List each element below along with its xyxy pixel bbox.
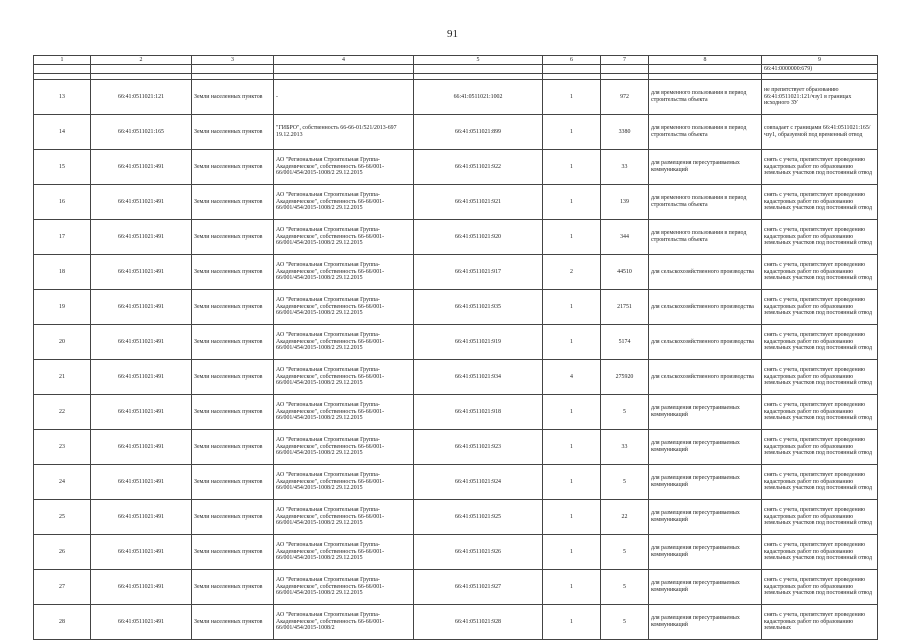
note: совпадает с границами 66:41:0511021:165/чзу1, образуемой под временный отвод [762, 115, 878, 150]
source-parcel-number: 66:41:0511021:491 [91, 360, 192, 395]
continuation-note: 66:41:0000000:679) [762, 65, 878, 74]
rights-holder: АО "Региональная Строительная Группа-Академическое", собственность 66-66/001-66/001/454/2015-1008/2 29.12.2015 [274, 430, 414, 465]
source-parcel-number: 66:41:0511021:491 [91, 220, 192, 255]
parcel-area: 139 [601, 185, 649, 220]
land-category: Земли населенных пунктов [192, 535, 274, 570]
parcel-area: 33 [601, 430, 649, 465]
row-number: 13 [34, 80, 91, 115]
parcel-area: 5 [601, 570, 649, 605]
row-number: 28 [34, 605, 91, 640]
row-number: 26 [34, 535, 91, 570]
contour-count: 4 [543, 360, 601, 395]
new-parcel-number: 66:41:0511021:927 [414, 570, 543, 605]
note: снять с учета, препятствует проведению кадастровых работ по образованию земельных участков под постоянный отвод [762, 220, 878, 255]
table-row [34, 465, 878, 500]
table-row [34, 535, 878, 570]
new-parcel-number: 66:41:0511021:923 [414, 430, 543, 465]
parcel-area: 22 [601, 500, 649, 535]
table-row [34, 360, 878, 395]
permitted-use: для временного пользования в период строительства объекта [649, 185, 762, 220]
land-category: Земли населенных пунктов [192, 570, 274, 605]
rights-holder: АО "Региональная Строительная Группа-Академическое", собственность 66-66/001-66/001/454/2015-1008/2 29.12.2015 [274, 150, 414, 185]
contour-count: 1 [543, 465, 601, 500]
row-number: 27 [34, 570, 91, 605]
column-number: 1 [34, 56, 91, 65]
permitted-use: для сельскохозяйственного производства [649, 255, 762, 290]
note: снять с учета, препятствует проведению кадастровых работ по образованию земельных участков под постоянный отвод [762, 360, 878, 395]
column-number: 6 [543, 56, 601, 65]
row-number: 16 [34, 185, 91, 220]
source-parcel-number: 66:41:0511021:491 [91, 500, 192, 535]
note: снять с учета, препятствует проведению кадастровых работ по образованию земельных участков под постоянный отвод [762, 465, 878, 500]
source-parcel-number: 66:41:0511021:491 [91, 325, 192, 360]
new-parcel-number: 66:41:0511021:926 [414, 535, 543, 570]
rights-holder: АО "Региональная Строительная Группа-Академическое", собственность 66-66/001-66/001/454/2015-1008/2 29.12.2015 [274, 535, 414, 570]
rights-holder: - [274, 80, 414, 115]
contour-count: 2 [543, 255, 601, 290]
note: не препятствует образованию 66:41:0511021:121/чзу1 в границах исходного ЗУ [762, 80, 878, 115]
land-category: Земли населенных пунктов [192, 290, 274, 325]
land-category: Земли населенных пунктов [192, 465, 274, 500]
table-row [34, 80, 878, 115]
row-number: 22 [34, 395, 91, 430]
note: снять с учета, препятствует проведению кадастровых работ по образованию земельных участков под постоянный отвод [762, 290, 878, 325]
new-parcel-number: 66:41:0511021:1002 [414, 80, 543, 115]
contour-count: 1 [543, 395, 601, 430]
table-row [34, 430, 878, 465]
permitted-use: для размещения пересутраиваемых коммуникаций [649, 430, 762, 465]
land-category: Земли населенных пунктов [192, 80, 274, 115]
table-row [34, 255, 878, 290]
parcel-area: 21751 [601, 290, 649, 325]
source-parcel-number: 66:41:0511021:491 [91, 290, 192, 325]
rights-holder: АО "Региональная Строительная Группа-Академическое", собственность 66-66/001-66/001/454/2015-1008/2 29.12.2015 [274, 570, 414, 605]
contour-count: 1 [543, 535, 601, 570]
source-parcel-number: 66:41:0511021:491 [91, 430, 192, 465]
table-row [34, 290, 878, 325]
permitted-use: для размещения пересутраиваемых коммуникаций [649, 465, 762, 500]
land-category: Земли населенных пунктов [192, 500, 274, 535]
source-parcel-number: 66:41:0511021:491 [91, 570, 192, 605]
column-number: 9 [762, 56, 878, 65]
row-number: 17 [34, 220, 91, 255]
note: снять с учета, препятствует проведению кадастровых работ по образованию земельных [762, 605, 878, 640]
permitted-use: для временного пользования в период строительства объекта [649, 220, 762, 255]
note: снять с учета, препятствует проведению кадастровых работ по образованию земельных участков под постоянный отвод [762, 570, 878, 605]
contour-count: 1 [543, 185, 601, 220]
contour-count: 1 [543, 325, 601, 360]
rights-holder: АО "Региональная Строительная Группа-Академическое", собственность 66-66/001-66/001/454/2015-1008/2 29.12.2015 [274, 325, 414, 360]
new-parcel-number: 66:41:0511021:934 [414, 360, 543, 395]
rights-holder: АО "Региональная Строительная Группа-Академическое", собственность 66-66/001-66/001/454/2015-1008/2 29.12.2015 [274, 465, 414, 500]
parcel-area: 3380 [601, 115, 649, 150]
rights-holder: АО "Региональная Строительная Группа-Академическое", собственность 66-66/001-66/001/454/2015-1008/2 29.12.2015 [274, 185, 414, 220]
new-parcel-number: 66:41:0511021:899 [414, 115, 543, 150]
permitted-use: для временного пользования в период строительства объекта [649, 115, 762, 150]
contour-count: 1 [543, 80, 601, 115]
permitted-use: для размещения пересутраиваемых коммуникаций [649, 150, 762, 185]
land-category: Земли населенных пунктов [192, 150, 274, 185]
note: снять с учета, препятствует проведению кадастровых работ по образованию земельных участков под постоянный отвод [762, 255, 878, 290]
note: снять с учета, препятствует проведению кадастровых работ по образованию земельных участков под постоянный отвод [762, 535, 878, 570]
contour-count: 1 [543, 115, 601, 150]
row-number: 20 [34, 325, 91, 360]
contour-count: 1 [543, 570, 601, 605]
new-parcel-number: 66:41:0511021:935 [414, 290, 543, 325]
note: снять с учета, препятствует проведению кадастровых работ по образованию земельных участков под постоянный отвод [762, 185, 878, 220]
note: снять с учета, препятствует проведению кадастровых работ по образованию земельных участков под постоянный отвод [762, 500, 878, 535]
column-number: 8 [649, 56, 762, 65]
permitted-use: для размещения пересутраиваемых коммуникаций [649, 605, 762, 640]
parcel-area: 33 [601, 150, 649, 185]
new-parcel-number: 66:41:0511021:921 [414, 185, 543, 220]
contour-count: 1 [543, 430, 601, 465]
land-category: Земли населенных пунктов [192, 220, 274, 255]
note: снять с учета, препятствует проведению кадастровых работ по образованию земельных участков под постоянный отвод [762, 395, 878, 430]
row-number: 14 [34, 115, 91, 150]
land-category: Земли населенных пунктов [192, 325, 274, 360]
land-category: Земли населенных пунктов [192, 360, 274, 395]
source-parcel-number: 66:41:0511021:491 [91, 535, 192, 570]
land-parcel-table [33, 55, 878, 640]
rights-holder: "ГИБРО", собственность 66-66-01/521/2013-697 19.12.2013 [274, 115, 414, 150]
row-number: 23 [34, 430, 91, 465]
contour-count: 1 [543, 290, 601, 325]
source-parcel-number: 66:41:0511021:491 [91, 255, 192, 290]
rights-holder: АО "Региональная Строительная Группа-Академическое", собственность 66-66/001-66/001/454/2015-1008/2 29.12.2015 [274, 395, 414, 430]
parcel-area: 5174 [601, 325, 649, 360]
new-parcel-number: 66:41:0511021:928 [414, 605, 543, 640]
parcel-area: 5 [601, 605, 649, 640]
table-row [34, 395, 878, 430]
contour-count: 1 [543, 500, 601, 535]
table-row [34, 570, 878, 605]
note: снять с учета, препятствует проведению кадастровых работ по образованию земельных участков под постоянный отвод [762, 430, 878, 465]
continuation-row [34, 65, 878, 74]
new-parcel-number: 66:41:0511021:925 [414, 500, 543, 535]
parcel-area: 5 [601, 465, 649, 500]
permitted-use: для размещения пересутраиваемых коммуникаций [649, 500, 762, 535]
column-number: 2 [91, 56, 192, 65]
source-parcel-number: 66:41:0511021:491 [91, 395, 192, 430]
permitted-use: для размещения пересутраиваемых коммуникаций [649, 535, 762, 570]
rights-holder: АО "Региональная Строительная Группа-Академическое", собственность 66-66/001-66/001/454/2015-1008/2 29.12.2015 [274, 360, 414, 395]
source-parcel-number: 66:41:0511021:121 [91, 80, 192, 115]
contour-count: 1 [543, 150, 601, 185]
note: снять с учета, препятствует проведению кадастровых работ по образованию земельных участков под постоянный отвод [762, 150, 878, 185]
land-category: Земли населенных пунктов [192, 255, 274, 290]
source-parcel-number: 66:41:0511021:491 [91, 605, 192, 640]
column-number-row [34, 56, 878, 65]
permitted-use: для сельскохозяйственного производства [649, 290, 762, 325]
rights-holder: АО "Региональная Строительная Группа-Академическое", собственность 66-66/001-66/001/454/2015-1008/2 29.12.2015 [274, 220, 414, 255]
land-category: Земли населенных пунктов [192, 430, 274, 465]
table-row [34, 220, 878, 255]
table-row [34, 115, 878, 150]
source-parcel-number: 66:41:0511021:491 [91, 150, 192, 185]
table-row [34, 150, 878, 185]
new-parcel-number: 66:41:0511021:920 [414, 220, 543, 255]
land-category: Земли населенных пунктов [192, 395, 274, 430]
rights-holder: АО "Региональная Строительная Группа-Академическое", собственность 66-66/001-66/001/454/2015-1008/2 29.12.2015 [274, 500, 414, 535]
row-number: 19 [34, 290, 91, 325]
land-category: Земли населенных пунктов [192, 115, 274, 150]
row-number: 24 [34, 465, 91, 500]
column-number: 3 [192, 56, 274, 65]
row-number: 21 [34, 360, 91, 395]
table-row [34, 605, 878, 640]
source-parcel-number: 66:41:0511021:491 [91, 185, 192, 220]
rights-holder: АО "Региональная Строительная Группа-Академическое", собственность 66-66/001-66/001/454/2015-1008/2 29.12.2015 [274, 255, 414, 290]
parcel-area: 5 [601, 535, 649, 570]
table-row [34, 185, 878, 220]
column-number: 5 [414, 56, 543, 65]
rights-holder: АО "Региональная Строительная Группа-Академическое", собственность 66-66/001-66/001/454/2015-1008/2 29.12.2015 [274, 290, 414, 325]
column-number: 4 [274, 56, 414, 65]
new-parcel-number: 66:41:0511021:919 [414, 325, 543, 360]
parcel-area: 5 [601, 395, 649, 430]
land-category: Земли населенных пунктов [192, 185, 274, 220]
permitted-use: для размещения пересутраиваемых коммуникаций [649, 395, 762, 430]
new-parcel-number: 66:41:0511021:924 [414, 465, 543, 500]
parcel-area: 275920 [601, 360, 649, 395]
new-parcel-number: 66:41:0511021:922 [414, 150, 543, 185]
new-parcel-number: 66:41:0511021:917 [414, 255, 543, 290]
source-parcel-number: 66:41:0511021:491 [91, 465, 192, 500]
parcel-area: 344 [601, 220, 649, 255]
rights-holder: АО "Региональная Строительная Группа-Академическое", собственность 66-66/001-66/001/454/2015-1008/2 [274, 605, 414, 640]
permitted-use: для временного пользования в период строительства объекта [649, 80, 762, 115]
source-parcel-number: 66:41:0511021:165 [91, 115, 192, 150]
parcel-area: 972 [601, 80, 649, 115]
permitted-use: для сельскохозяйственного производства [649, 325, 762, 360]
new-parcel-number: 66:41:0511021:918 [414, 395, 543, 430]
contour-count: 1 [543, 220, 601, 255]
page-number: 91 [447, 28, 458, 40]
column-number: 7 [601, 56, 649, 65]
row-number: 15 [34, 150, 91, 185]
table-row [34, 500, 878, 535]
row-number: 25 [34, 500, 91, 535]
table-row [34, 325, 878, 360]
parcel-area: 44510 [601, 255, 649, 290]
land-category: Земли населенных пунктов [192, 605, 274, 640]
note: снять с учета, препятствует проведению кадастровых работ по образованию земельных участков под постоянный отвод [762, 325, 878, 360]
permitted-use: для размещения пересутраиваемых коммуникаций [649, 570, 762, 605]
contour-count: 1 [543, 605, 601, 640]
row-number: 18 [34, 255, 91, 290]
permitted-use: для сельскохозяйственного производства [649, 360, 762, 395]
